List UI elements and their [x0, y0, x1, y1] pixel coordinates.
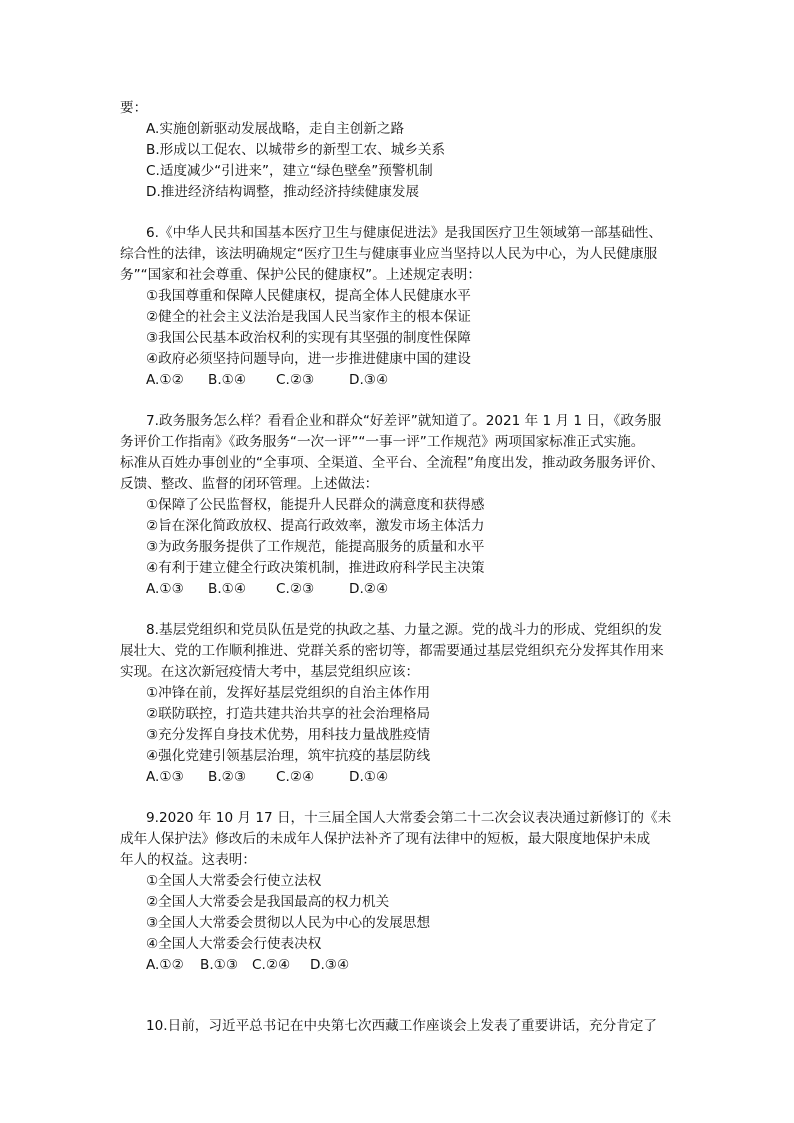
q8-statement: ④强化党建引领基层治理，筑牢抗疫的基层防线: [146, 748, 431, 764]
q6-statement: ②健全的社会主义法治是我国人民当家作主的根本保证: [146, 309, 471, 325]
choice-a: A.①②: [146, 372, 184, 388]
q9-statement: ④全国人大常委会行使表决权: [146, 936, 322, 952]
q6-stem-line: 6.《中华人民共和国基本医疗卫生与健康促进法》是我国医疗卫生领域第一部基础性、: [146, 225, 662, 241]
q7-statement: ③为政务服务提供了工作规范，能提高服务的质量和水平: [146, 539, 485, 555]
choice-a: A.①③: [146, 581, 184, 597]
q9-statement: ②全国人大常委会是我国最高的权力机关: [146, 894, 390, 910]
q7-statement: ②旨在深化简政放权、提高行政效率，激发市场主体活力: [146, 518, 485, 534]
q8-stem-line: 展壮大、党的工作顺利推进、党群关系的密切等，都需要通过基层党组织充分发挥其作用来: [120, 643, 664, 659]
q5-option-a: A.实施创新驱动发展战略，走自主创新之路: [146, 121, 405, 137]
q9-statement: ①全国人大常委会行使立法权: [146, 873, 322, 889]
q5-stem-end: 要：: [120, 100, 148, 116]
q6-stem-line: 综合性的法律，该法明确规定“医疗卫生与健康事业应当坚持以人民为中心，为人民健康服: [120, 246, 658, 262]
choice-b: B.①③: [200, 957, 239, 973]
choice-c: C.②③: [276, 372, 315, 388]
q6-statement: ①我国尊重和保障人民健康权，提高全体人民健康水平: [146, 288, 471, 304]
choice-a: A.①②: [146, 957, 184, 973]
q6-statement: ④政府必须坚持问题导向，进一步推进健康中国的建设: [146, 351, 471, 367]
q8-stem-line: 8.基层党组织和党员队伍是党的执政之基、力量之源。党的战斗力的形成、党组织的发: [146, 622, 662, 638]
choice-b: B.①④: [208, 581, 247, 597]
q8-statement: ①冲锋在前，发挥好基层党组织的自治主体作用: [146, 685, 431, 701]
q6-choices: [146, 370, 388, 390]
choice-c: C.②④: [276, 769, 315, 785]
choice-d: D.①④: [349, 769, 389, 785]
q8-stem-line: 实现。在这次新冠疫情大考中，基层党组织应该：: [120, 664, 420, 680]
q8-statement: ②联防联控，打造共建共治共享的社会治理格局: [146, 706, 431, 722]
q8-statement: ③充分发挥自身技术优势，用科技力量战胜疫情: [146, 727, 431, 743]
q7-choices: [146, 579, 388, 599]
choice-d: D.②④: [349, 581, 389, 597]
choice-d: D.③④: [310, 957, 350, 973]
q6-stem-line: 务”“国家和社会尊重、保护公民的健康权”。上述规定表明：: [120, 267, 481, 283]
q5-option-c: C.适度减少“引进来”，建立“绿色壁垒”预警机制: [146, 163, 433, 179]
q9-choices: [146, 955, 349, 975]
q7-statement: ①保障了公民监督权，能提升人民群众的满意度和获得感: [146, 497, 485, 513]
q5-option-b: B.形成以工促农、以城带乡的新型工农、城乡关系: [146, 142, 446, 158]
q7-stem-line: 反馈、整改、监督的闭环管理。上述做法：: [120, 476, 379, 492]
q7-stem-line: 标准从百姓办事创业的“全事项、全渠道、全平台、全流程”角度出发，推动政务服务评价、: [120, 455, 665, 471]
q7-statement: ④有利于建立健全行政决策机制，推进政府科学民主决策: [146, 560, 485, 576]
q6-statement: ③我国公民基本政治权利的实现有其坚强的制度性保障: [146, 330, 471, 346]
q9-statement: ③全国人大常委会贯彻以人民为中心的发展思想: [146, 915, 431, 931]
q5-option-d: D.推进经济结构调整，推动经济持续健康发展: [146, 184, 420, 200]
q10-stem-line: 10.日前，习近平总书记在中央第七次西藏工作座谈会上发表了重要讲话，充分肯定了: [146, 1018, 657, 1034]
choice-b: B.①④: [208, 372, 247, 388]
choice-c: C.②④: [252, 957, 291, 973]
choice-c: C.②③: [276, 581, 315, 597]
q7-stem-line: 务评价工作指南》《政务服务“一次一评”“一事一评”工作规范》两项国家标准正式实施。: [120, 434, 645, 450]
q7-stem-line: 7.政务服务怎么样？看看企业和群众“好差评”就知道了。2021 年 1 月 1 日，《政务服: [146, 413, 662, 429]
choice-a: A.①③: [146, 769, 184, 785]
q9-stem-line: 年人的权益。这表明：: [120, 852, 256, 868]
q9-stem-line: 成年人保护法》修改后的未成年人保护法补齐了现有法律中的短板，最大限度地保护未成: [120, 831, 651, 847]
q9-stem-line: 9.2020 年 10 月 17 日，十三届全国人大常委会第二十二次会议表决通过新修订的《未: [146, 810, 672, 826]
q8-choices: [146, 767, 388, 787]
choice-d: D.③④: [349, 372, 389, 388]
choice-b: B.②③: [208, 769, 247, 785]
